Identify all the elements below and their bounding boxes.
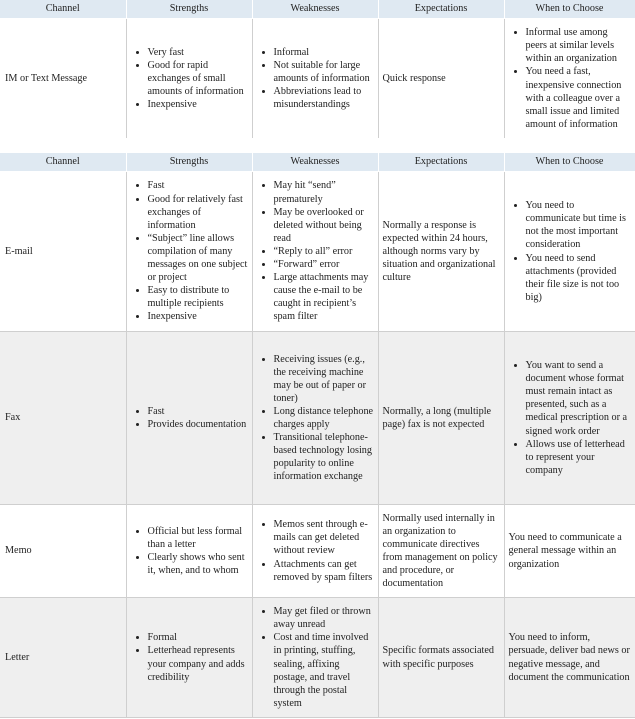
list-item: • Provides documentation — [148, 418, 248, 431]
when-cell: You need to communicate a general message within an organization — [504, 505, 635, 598]
when-cell — [504, 172, 635, 332]
weaknesses-cell — [252, 172, 378, 332]
list-item: • May get filed or thrown away unread — [274, 605, 374, 631]
list-item: • You need to communicate but time is not the most important consideration — [526, 199, 631, 251]
list-item: • Long distance telephone charges apply — [274, 405, 374, 431]
strengths-cell — [126, 505, 252, 598]
list-item: • Not suitable for large amounts of information — [274, 59, 374, 85]
table-row — [0, 332, 635, 505]
list-item: • Fast — [148, 179, 248, 192]
list-item: • Easy to distribute to multiple recipients — [148, 284, 248, 310]
header-strengths: Strengths — [126, 153, 252, 172]
list-item: • Allows use of letterhead to represent your company — [526, 438, 631, 477]
expectations-cell: Normally a response is expected within 24 hours, although norms vary by situation and organizational culture — [378, 172, 504, 332]
list-item: • Memos sent through e-mails can get deleted without review — [274, 518, 374, 557]
list-item: • You want to send a document whose format must remain intact as presented, such as a medical prescription or a signed work order — [526, 359, 631, 438]
weaknesses-cell — [252, 598, 378, 718]
header-when-to-choose: When to Choose — [504, 153, 635, 172]
when-cell — [504, 19, 635, 139]
list-item: • Inexpensive — [148, 310, 248, 323]
weaknesses-cell — [252, 332, 378, 505]
list-item: • Large attachments may cause the e-mail to be caught in recipient’s spam filter — [274, 271, 374, 323]
strengths-cell — [126, 598, 252, 718]
table-row — [0, 172, 635, 332]
list-item: • Official but less formal than a letter — [148, 525, 248, 551]
table-gap — [0, 138, 635, 153]
expectations-cell: Quick response — [378, 19, 504, 139]
list-item: • You need to send attachments (provided their file size is not too big) — [526, 252, 631, 304]
header-channel: Channel — [0, 0, 126, 19]
list-item: • Cost and time involved in printing, stuffing, sealing, affixing postage, and travel through the postal system — [274, 631, 374, 710]
list-item: • Informal — [274, 46, 374, 59]
when-cell — [504, 332, 635, 505]
channel-cell: IM or Text Message — [0, 19, 126, 139]
channel-cell: Memo — [0, 505, 126, 598]
list-item: • Good for relatively fast exchanges of information — [148, 193, 248, 232]
strengths-cell — [126, 19, 252, 139]
list-item: • You need a fast, inexpensive connection with a colleague over a small issue and limited amount of information — [526, 65, 631, 130]
header-expectations: Expectations — [378, 0, 504, 19]
header-weaknesses: Weaknesses — [252, 0, 378, 19]
when-cell: You need to inform, persuade, deliver bad news or negative message, and document the communication — [504, 598, 635, 718]
strengths-cell — [126, 332, 252, 505]
channels-table — [0, 153, 635, 718]
list-item: • Very fast — [148, 46, 248, 59]
list-item: • Formal — [148, 631, 248, 644]
strengths-cell — [126, 172, 252, 332]
header-channel: Channel — [0, 153, 126, 172]
expectations-cell: Specific formats associated with specific purposes — [378, 598, 504, 718]
list-item: • May be overlooked or deleted without being read — [274, 206, 374, 245]
list-item: • May hit “send” prematurely — [274, 179, 374, 205]
weaknesses-cell — [252, 505, 378, 598]
header-when-to-choose: When to Choose — [504, 0, 635, 19]
list-item: • Attachments can get removed by spam filters — [274, 558, 374, 584]
list-item: • Transitional telephone-based technology losing popularity to online information exchange — [274, 431, 374, 483]
channel-cell: Letter — [0, 598, 126, 718]
channel-cell: E-mail — [0, 172, 126, 332]
list-item: • Abbreviations lead to misunderstandings — [274, 85, 374, 111]
channel-cell: Fax — [0, 332, 126, 505]
table-row — [0, 598, 635, 718]
table-row — [0, 505, 635, 598]
expectations-cell: Normally used internally in an organization to communicate directives from management on policy and procedure, or documentation — [378, 505, 504, 598]
header-row — [0, 0, 635, 19]
im-text-table — [0, 0, 635, 139]
table-row — [0, 19, 635, 139]
header-row — [0, 153, 635, 172]
list-item: • Receiving issues (e.g., the receiving machine may be out of paper or toner) — [274, 353, 374, 405]
list-item: • Informal use among peers at similar levels within an organization — [526, 26, 631, 65]
header-weaknesses: Weaknesses — [252, 153, 378, 172]
list-item: • Good for rapid exchanges of small amounts of information — [148, 59, 248, 98]
expectations-cell: Normally, a long (multiple page) fax is not expected — [378, 332, 504, 505]
list-item: • “Forward” error — [274, 258, 374, 271]
list-item: • Inexpensive — [148, 98, 248, 111]
header-strengths: Strengths — [126, 0, 252, 19]
weaknesses-cell — [252, 19, 378, 139]
list-item: • Clearly shows who sent it, when, and to whom — [148, 551, 248, 577]
list-item: • “Subject” line allows compilation of many messages on one subject or project — [148, 232, 248, 284]
header-expectations: Expectations — [378, 153, 504, 172]
list-item: • “Reply to all” error — [274, 245, 374, 258]
list-item: • Letterhead represents your company and adds credibility — [148, 644, 248, 683]
list-item: • Fast — [148, 405, 248, 418]
